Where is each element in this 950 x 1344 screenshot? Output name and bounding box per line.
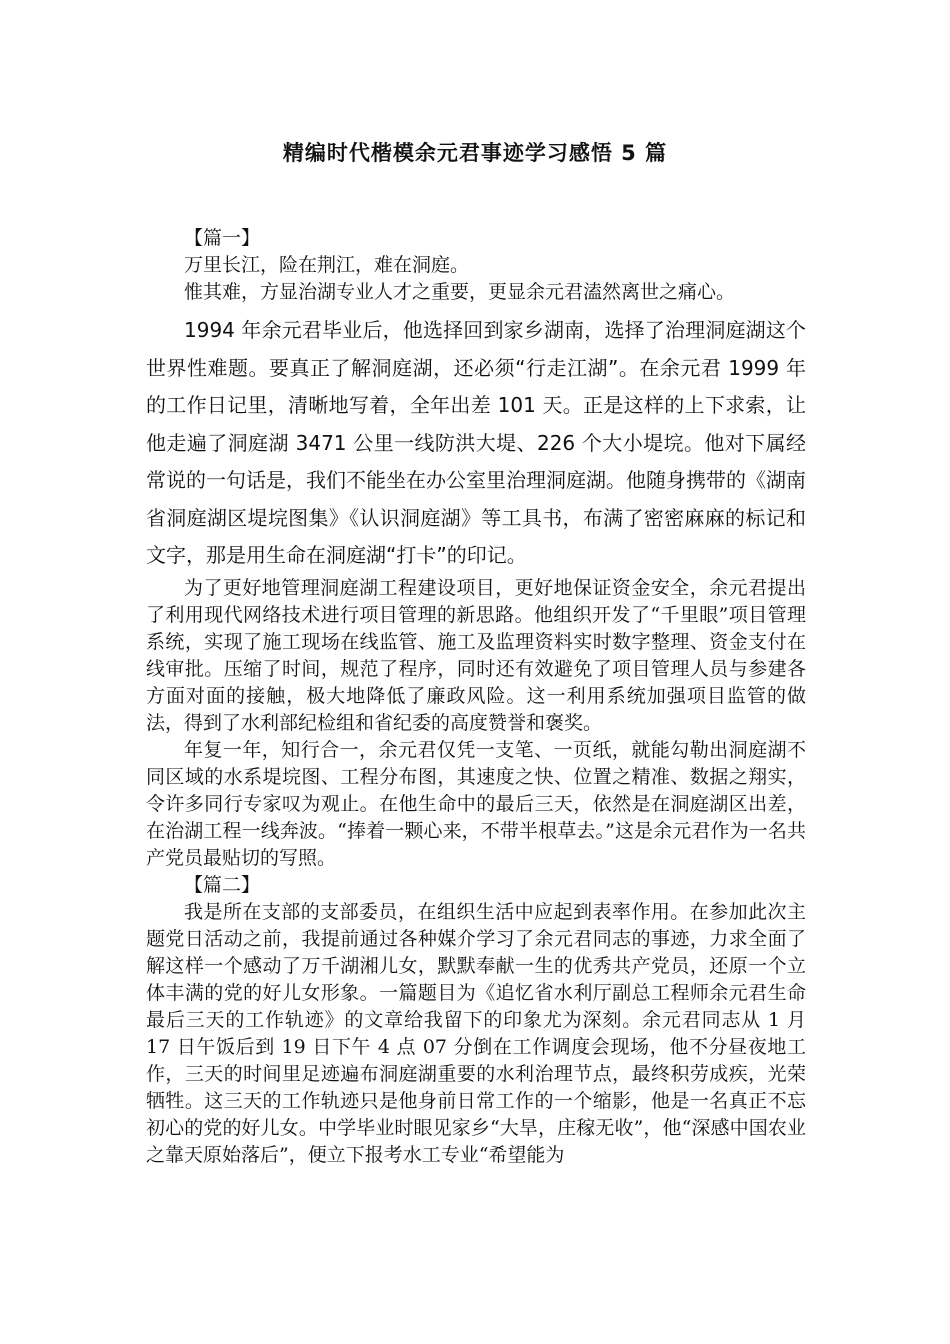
paragraph: 我是所在支部的支部委员，在组织生活中应起到表率作用。在参加此次主题党日活动之前，我提前通过各种媒介学习了余元君同志的事迹，力求全面了解这样一个感动了万千湖湘儿女，默默奉献一生的优秀共产党员，还原一个立体丰满的党的好儿女形象。一篇题目为《追忆省水利厅副总工程师余元君生命最后三天的工作轨迹》的文章给我留下的印象尤为深刻。余元君同志从 1 月 17 日午饭后到 19 日下午 4 点 07 分倒在工作调度会现场，他不分昼夜地工作，三天的时间里足迹遍布洞庭湖重要的水利治理节点，最终积劳成疾，光荣牺牲。这三天的工作轨迹只是他身前日常工作的一个缩影，他是一名真正不忘初心的党的好儿女。中学毕业时眼见家乡“大旱，庄稼无收”，他“深感中国农业之靠天原始落后”，便立下报考水工专业“希望能为 (146, 900, 806, 1166)
paragraph: 惟其难，方显治湖专业人才之重要，更显余元君溘然离世之痛心。 (184, 281, 736, 303)
paragraph: 1994 年余元君毕业后，他选择回到家乡湖南，选择了治理洞庭湖这个世界性难题。要真正了解洞庭湖，还必须“行走江湖”。在余元君 1999 年的工作日记里，清晰地写着，全年出差 101 天。正是这样的上下求索，让他走遍了洞庭湖 3471 公里一线防洪大堤、226 个大小堤垸。他对下属经常说的一句话是，我们不能坐在办公室里治理洞庭湖。他随身携带的《湖南省洞庭湖区堤垸图集》《认识洞庭湖》等工具书，布满了密密麻麻的标记和文字，那是用生命在洞庭湖“打卡”的印记。 (146, 318, 806, 567)
document-title: 精编时代楷模余元君事迹学习感悟 5 篇 (282, 141, 668, 165)
paragraph: 为了更好地管理洞庭湖工程建设项目，更好地保证资金安全，余元君提出了利用现代网络技术进行项目管理的新思路。他组织开发了“千里眼”项目管理系统，实现了施工现场在线监管、施工及监理资料实时数字整理、资金支付在线审批。压缩了时间，规范了程序，同时还有效避免了项目管理人员与参建各方面对面的接触，极大地降低了廉政风险。这一利用系统加强项目监管的做法，得到了水利部纪检组和省纪委的高度赞誉和褒奖。 (146, 576, 806, 734)
document-body (146, 225, 806, 1169)
paragraph: 年复一年，知行合一，余元君仅凭一支笔、一页纸，就能勾勒出洞庭湖不同区域的水系堤垸图、工程分布图，其速度之快、位置之精准、数据之翔实，令许多同行专家叹为观止。在他生命中的最后三天，依然是在洞庭湖区出差，在治湖工程一线奔波。“捧着一颗心来，不带半根草去。”这是余元君作为一名共产党员最贴切的写照。 (146, 738, 806, 869)
paragraph: 万里长江，险在荆江，难在洞庭。 (184, 254, 470, 276)
section-heading-2: 【篇二】 (184, 873, 261, 896)
section-heading-1: 【篇一】 (184, 227, 261, 249)
